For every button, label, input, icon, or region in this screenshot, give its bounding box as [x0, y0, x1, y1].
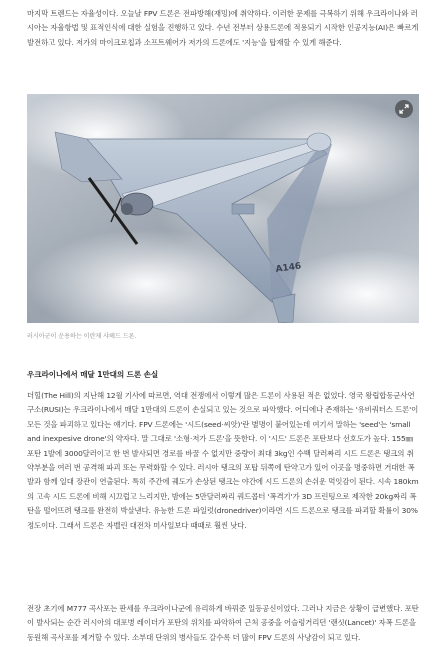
drone-photo	[27, 94, 419, 323]
article-image[interactable]	[27, 94, 419, 323]
expand-image-button[interactable]	[395, 100, 413, 118]
image-caption: 러시아군이 운용하는 이란제 샤헤드 드론.	[27, 333, 137, 340]
body-paragraph-2: 전장 초기에 M777 곡사포는 판세를 우크라이나군에 유리하게 바꿔준 일등공신이었다. 그러나 지금은 상황이 급변했다. 포탄이 발사되는 순간 러시아의 대포병 레이더가 포탄의 위치를 파악하여 근처 공중을 어슬렁거리던 '랜싯(Lancet)' 자폭 드론을 동원해 곡사포를 제거할 수 있다. 소부대 단위의 병사들도 갈수록 더 많이 FPV 드론의 사냥감이 되고 있다.	[27, 604, 419, 642]
body-paragraph-1: 더힐(The Hill)의 지난해 12월 기사에 따르면, 역대 전쟁에서 이렇게 많은 드론이 사용된 적은 없었다. 영국 왕립합동군사연구소(RUSI)는 우크라이나에서 매달 1만대의 드론이 손실되고 있는 것으로 파악했다. 어디에나 존재하는 '유비쿼터스 드론'이 모든 것을 파괴하고 있다는 얘기다. FPV 드론에는 '시드(seed·씨앗)'란 별명이 붙어있는데 여기서 말하는 'seed'는 'small and inexpesive drone'의 약자다. 말 그대로 '소형·저가 드론'을 뜻한다. 이 '시드' 드론은 포탄보다 선호도가 높다. 155㎜ 포탄 1발에 3000달러이고 한 번 발사되면 경로를 바꿀 수 없지만 중량이 최대 3kg인 수백 달러짜리 시드 드론은 탱크의 취약부분을 여러 번 공격해 파괴 또는 무력화할 수 있다. 러시아 탱크의 포탑 뒤쪽에 탄약고가 있어 이곳을 명중하면 거대한 폭발과 함께 일대 장관이 연출된다. 특히 주간에 궤도가 손상된 탱크는 야간에 시드 드론의 손쉬운 먹잇감이 된다. 시속 180km의 고속 시드 드론에 비해 시끄럽고 느리지만, 밤에는 5만달러짜리 쿼드콥터 '폭격기'가 3D 프린팅으로 제작한 20kg짜리 폭탄을 떨어뜨려 탱크를 완전히 박살낸다. 유능한 드론 파일럿(dronedriver)이라면 시드 드론으로 탱크를 파괴할 확률이 30% 정도이다. 그래서 드론은 자벨린 대전차 미사일보다 때때로 훨씬 낫다.	[27, 391, 419, 530]
section-heading: 우크라이나에서 매달 1만대의 드론 손실	[27, 370, 159, 379]
expand-icon	[399, 104, 409, 114]
tail-marking: A146	[275, 261, 302, 275]
intro-paragraph: 마지막 트렌드는 자율성이다. 오늘날 FPV 드론은 전파방해(재밍)에 취약하다. 이러한 문제를 극복하기 위해 우크라이나와 러시아는 자율항법 및 표적인식에 대한 실험을 진행하고 있다. 수년 전부터 상용드론에 적용되기 시작한 인공지능(AI)은 빠르게 발전하고 있다. 저가의 마이크로칩과 소프트웨어가 저가의 드론에도 '지능'을 탑재할 수 있게 해준다.	[27, 9, 419, 47]
